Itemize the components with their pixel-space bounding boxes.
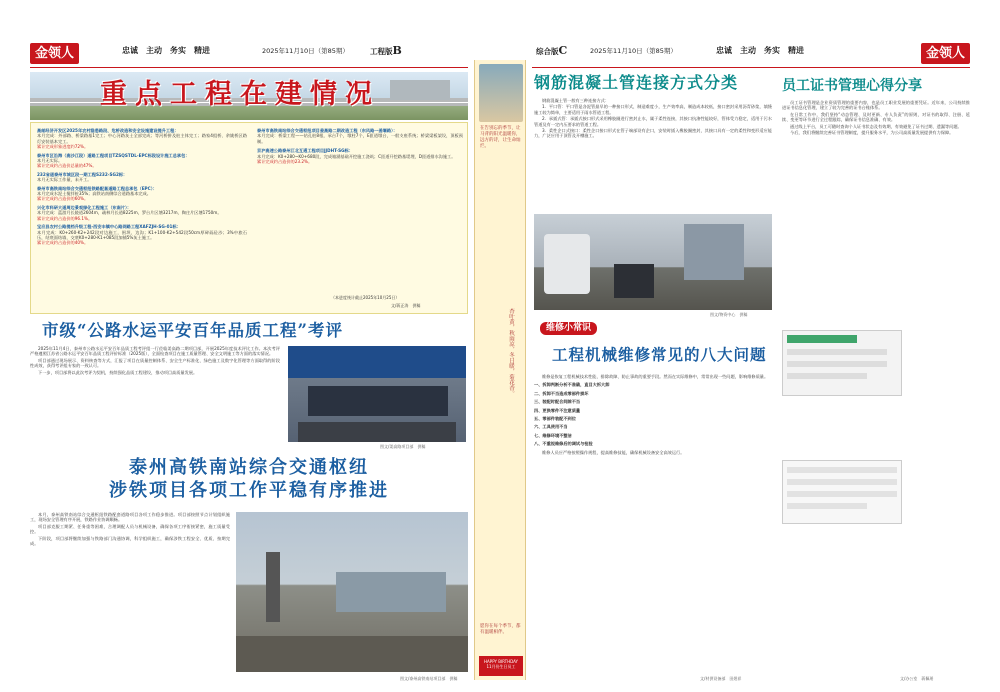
right-motto: 忠诚 主动 务实 精进 bbox=[716, 46, 804, 55]
project-item: 泰州市区沿海（高沙江段）道路工程项目TZSQSTDL-EPC标段设计施工总承包： 本月无实际。 累计完成约占造价总量的47%。 bbox=[37, 152, 190, 169]
project-title: 泰州市区沿海（高沙江段）道路工程项目TZSQSTDL-EPC标段设计施工总承包： bbox=[37, 152, 190, 158]
project-title: 232省道泰州市城区段一期工程S232-SG2标： bbox=[37, 171, 128, 177]
article-rail-hub: 本月，泰州高铁南站综合交通枢纽铁路配套道路项目各项工作稳步推进。项目部按照节点计划组织施工，现场安全管理有序开展，铁路作业协调顺畅。 项目部克服工期紧、任务重等困难，合理调配人员与机械设备，确保各项工序衔接紧密，施工质量受控。 下阶段，项目部将继续加强与铁路部门沟通协调，科学组织施工，确保涉铁工程安全、优质、按期完成。 bbox=[30, 512, 230, 547]
spine-photo bbox=[479, 64, 523, 122]
caption-inspection: 图文/姜高路项目部 供稿 bbox=[380, 444, 426, 449]
article-maintenance: 维修是恢复工程机械技术性能、排除故障、防止事故的重要手段。然而在实际维修中，常常出现一些问题，影响维修质量。 一、拆卸判断分析不准确，直目大拆大卸 二、拆卸不当造成零部件损坏 三、装配时配合间隙不当 四、更换零件不注意质量 五、零部件装配不到位 六、工具使用不当 七、维修环境不整洁 八、不重视维修后的调试与检验 维修人员应严格按照操作规程，提高维修技能，确保机械设备安全高效运行。 bbox=[534, 374, 769, 455]
author-maintenance: 文/材供设备部 田煜祥 bbox=[700, 676, 742, 681]
project-list-right bbox=[257, 128, 463, 298]
photo-inspection bbox=[288, 346, 466, 442]
headline-maintenance: 工程机械维修常见的八大问题 bbox=[552, 345, 767, 364]
spine-text2: 愿你在每个季节，都有温暖相伴。 bbox=[480, 624, 521, 635]
photo-pipe-factory bbox=[534, 214, 772, 310]
headline-rail-hub: 泰州高铁南站综合交通枢纽 涉铁项目各项工作平稳有序推进 bbox=[109, 457, 389, 501]
project-item: 高邮经济开发区2025年农村隐患路段、危桥改造和安全设施建设提升工程： 本月完成：外部路、桥梁路基1完工；中心河路灰土全部完成；等河桥拼及桩主体完工；路家4组桥、余姚桥区路灯安装基本完工。 累计完成形象进度约72%。 bbox=[37, 128, 247, 150]
project-title: 高邮经济开发区2025年农村隐患路段、危桥改造和安全设施建设提升工程： bbox=[37, 128, 179, 133]
article-safety-quality: 2025年11月4日，泰州市公路水运平安百年品质工程考评组一行莅临姜高路二期项目部，开展2025年度技术评比工作。本次考评严格遵照江苏省公路水运平安百年品质工程评价标准（2025版），全面检查项目在施工质量管理、安全文明施工等方面的落实情况。 项目部通过现场展示、资料核查等方式，汇报了项目在质量控制体系、安全生产标准化、绿色施工及数字化管理等方面取得的阶段性成效，获得考评组专家的一致认可。 下一步，项目部将以此次考评为契机，持续强化品质工程建设，推动项目高质量发展。 bbox=[30, 346, 280, 375]
maintenance-kicker: 维修小常识 bbox=[540, 322, 597, 335]
project-progress-box bbox=[30, 122, 468, 314]
article-cert-management: 员工证书管理是企业资质管理的重要内容，也是员工职业发展的重要凭证。近年来，公司持续推进证书信息化管理，建立了较为完善的证书台账体系。 在日常工作中，我们坚持“动态管理、及时更新、专人负责”的原则，对证书的取得、注册、延续、变更等环节进行全过程跟踪，确保证书信息准确、有效。 通过线上平台，员工可随时查询个人证书状态及有效期，有效避免了证书过期、遗漏等问题。 今后，我们将继续完善证书管理制度，提升服务水平，为公司高质量发展提供有力保障。 bbox=[782, 100, 970, 136]
project-title: 兴化市科研大道周边景观绿化工程施工（东南片）： bbox=[37, 204, 132, 210]
project-item: 宝应县农村公路提档升级工程-西安丰镇中心路网路工程XAFZJH-SG-01标： 本月完成：K0+260-K2+242段对边施工，围坝、边沟；K1+100-K2+542段50cm厚碎砾砼沙；3%中旅石压，结底面结墙，交底K0+280-K1+085段加铺5%灰土施工。 累计完成约占造价的40%。 bbox=[37, 224, 247, 246]
phone-screenshot-2 bbox=[782, 460, 902, 524]
author-credit: 文/蒋正涛 供稿 bbox=[391, 303, 421, 308]
center-spine bbox=[474, 60, 526, 680]
right-date: 2025年11月10日（第85期） bbox=[590, 47, 677, 55]
headline-safety-quality: 市级“公路水运平安百年品质工程”考评 bbox=[42, 321, 343, 340]
photo-rail-site bbox=[236, 512, 468, 672]
phone-screenshot-1 bbox=[782, 330, 902, 396]
right-logo: 金领人 bbox=[921, 43, 970, 64]
right-masthead bbox=[532, 40, 970, 68]
project-item: 232省道泰州市城区段一期工程S232-SG2标： 本月无实际工作量，未开工。 bbox=[37, 171, 128, 183]
left-masthead bbox=[30, 40, 468, 68]
birthday-note: 11月份生日员工 bbox=[486, 664, 516, 669]
article-pipe-joints: 钢筋混凝土管一般有三种连接方式： 1．平口管：平口管是各泥管最早的一种接口形式，制造难度小，生产效率高，制造成本较低，接口密封采用沥青砂浆，填缝施工较为简单，主要适用于雨水管道工程。 2．承插式管：承插式接口形式采用橡胶圈进行密封止水，属于柔性连接，其接口抗渗性能较好，管体受力稳定，适用于污水管道及有一定内压要求的管道工程。 3．柔性企口式接口：柔性企口接口形式在管子端部设有企口，安装时插入橡胶圈密封，其接口具有一定的柔性和变形适应能力，广泛应用于顶管及开槽施工。 bbox=[534, 98, 772, 139]
spine-poem: 杏叶黄，秋雨凉，冬日暖，菊花香。 bbox=[508, 308, 514, 396]
right-edition: 综合版C bbox=[536, 44, 568, 57]
caption-rail-site: 图文/泰州高铁南站项目部 供稿 bbox=[400, 676, 458, 681]
birthday-label: HAPPY BIRTHDAY bbox=[484, 659, 518, 664]
project-title: 京沪高速公路泰州江北互通工程项目JJDHT-SG标： bbox=[257, 148, 353, 154]
headline-banner bbox=[30, 72, 468, 120]
headline-pipe-joints: 钢筋混凝土管连接方式分类 bbox=[534, 73, 739, 92]
caption-pipe-factory: 图文/物资中心 供稿 bbox=[710, 312, 748, 317]
project-item: 兴化市科研大道周边景观绿化工程施工（东南片）： 本月完成：蓝游月长陵道2604m，疏林月长道8225m，罗台片区塘3217m，陶庄片区塘1750m。 累计完成约占造价的96.1%。 bbox=[37, 204, 222, 221]
project-title: 泰州市高铁南站综合交通枢纽项目姜高路二期改造工程（东风路一姜堰路）： bbox=[257, 128, 398, 133]
project-title: 泰州市高铁南站综合交通枢纽铁路配套道路工程总承包（EPC）： bbox=[37, 185, 157, 191]
headline-key-projects: 重点工程在建情况 bbox=[100, 79, 380, 110]
stats-note: （本进度统计截止2025年10月25日） bbox=[331, 295, 400, 300]
left-logo: 金领人 bbox=[30, 43, 79, 64]
project-item: 泰州市高铁南站综合交通枢纽项目姜高路二期改造工程（东风路一姜堰路）： 本月完成：桥梁工程——钻孔桩8根，承台7个，墩柱7个，E匝道墩台，一般支座系统；桥梁梁板架设，顶板预制。 bbox=[257, 128, 463, 144]
project-item: 京沪高速公路泰州江北互通工程项目JJDHT-SG标： 本月完成：K0+280~K0+680段，完成箱涵基础开挖施工浇筑；C匝道开挖路基堤埋，D匝道排水沟施工。 累计完成约占造价的23.2%。 bbox=[257, 148, 456, 165]
project-item: 泰州市高铁南站综合交通枢纽铁路配套道路工程总承包（EPC）： 本月完成水泥土搅拌桩35%；高铁站南侧综合道路基本完成。 累计完成约占造价的60%。 bbox=[37, 185, 157, 202]
spine-text1: 在告别忘的季节，让马背的阳光温暖你，远方的诗，让生命灿烂。 bbox=[480, 126, 521, 149]
left-motto: 忠诚 主动 务实 精进 bbox=[122, 46, 210, 55]
left-date: 2025年11月10日（第85期） bbox=[262, 47, 349, 55]
project-list-left bbox=[37, 128, 247, 312]
birthday-card bbox=[479, 656, 523, 676]
caption-cert: 文/办公室 蒋佩瑶 bbox=[900, 676, 934, 681]
project-title: 宝应县农村公路提档升级工程-西安丰镇中心路网路工程XAFZJH-SG-01标： bbox=[37, 224, 181, 230]
left-edition: 工程版B bbox=[370, 44, 402, 57]
headline-cert-management: 员工证书管理心得分享 bbox=[782, 78, 922, 94]
